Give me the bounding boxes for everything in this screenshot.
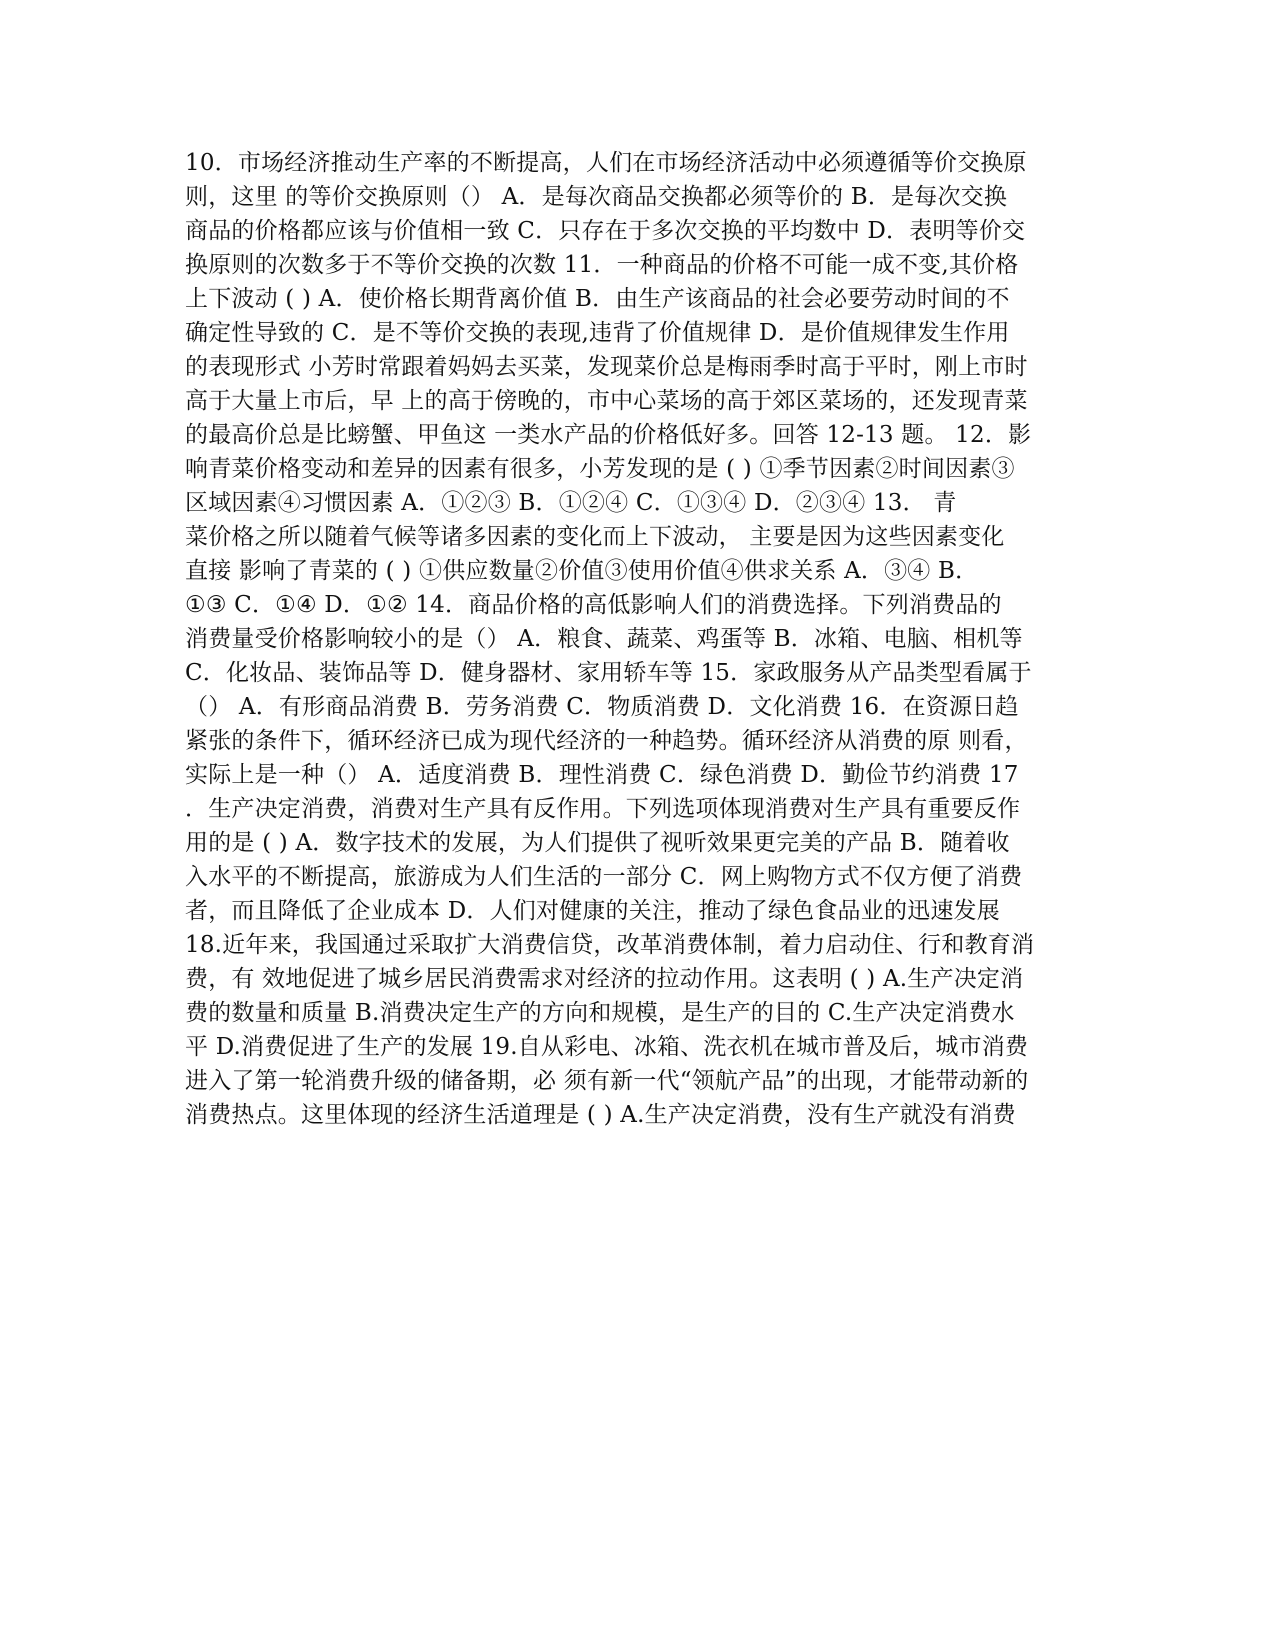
text-line: 者，而且降低了企业成本 D．人们对健康的关注，推动了绿色食品业的迅速发展 bbox=[185, 898, 1000, 924]
text-line: 进入了第一轮消费升级的储备期，必 须有新一代“领航产品”的出现，才能带动新的 bbox=[185, 1068, 1029, 1094]
text-line: 10．市场经济推动生产率的不断提高，人们在市场经济活动中必须遵循等价交换原 bbox=[185, 150, 1027, 176]
text-line: 18.近年来，我国通过采取扩大消费信贷，改革消费体制，着力启动住、行和教育消 bbox=[185, 932, 1035, 958]
text-line: 费的数量和质量 B.消费决定生产的方向和规模，是生产的目的 C.生产决定消费水 bbox=[185, 1000, 1015, 1026]
text-line: 的表现形式 小芳时常跟着妈妈去买菜，发现菜价总是梅雨季时高于平时，刚上市时 bbox=[185, 354, 1028, 380]
text-line: 高于大量上市后，早 上的高于傍晚的，市中心菜场的高于郊区菜场的，还发现青菜 bbox=[185, 388, 1028, 414]
text-line: 消费量受价格影响较小的是（） A．粮食、蔬菜、鸡蛋等 B．冰箱、电脑、相机等 bbox=[185, 626, 1023, 652]
text-line: 消费热点。这里体现的经济生活道理是 ( ) A.生产决定消费，没有生产就没有消费 bbox=[185, 1102, 1016, 1128]
text-line: 实际上是一种（） A．适度消费 B．理性消费 C．绿色消费 D．勤俭节约消费 17 bbox=[185, 762, 1019, 788]
text-line: 响青菜价格变动和差异的因素有很多，小芳发现的是 ( ) ①季节因素②时间因素③ bbox=[185, 456, 1015, 482]
text-line: 平 D.消费促进了生产的发展 19.自从彩电、冰箱、洗衣机在城市普及后，城市消费 bbox=[185, 1034, 1029, 1060]
text-line: 商品的价格都应该与价值相一致 C．只存在于多次交换的平均数中 D．表明等价交 bbox=[185, 218, 1026, 244]
text-line: C．化妆品、装饰品等 D．健身器材、家用轿车等 15．家政服务从产品类型看属于 bbox=[185, 660, 1032, 686]
text-line: 用的是 ( ) A．数字技术的发展，为人们提供了视听效果更完美的产品 B．随着收 bbox=[185, 830, 1010, 856]
question-text-block bbox=[185, 146, 1085, 1132]
text-line: 上下波动 ( ) A．使价格长期背离价值 B．由生产该商品的社会必要劳动时间的不 bbox=[185, 286, 1010, 312]
text-line: 换原则的次数多于不等价交换的次数 11．一种商品的价格不可能一成不变,其价格 bbox=[185, 252, 1019, 278]
text-line: （） A．有形商品消费 B．劳务消费 C．物质消费 D．文化消费 16．在资源日趋 bbox=[185, 694, 1019, 720]
text-line: 直接 影响了青菜的 ( ) ①供应数量②价值③使用价值④供求关系 A．③④ B． bbox=[185, 558, 979, 584]
text-line: 的最高价总是比螃蟹、甲鱼这 一类水产品的价格低好多。回答 12-13 题。 12．影 bbox=[185, 422, 1032, 448]
text-line: 确定性导致的 C．是不等价交换的表现,违背了价值规律 D．是价值规律发生作用 bbox=[185, 320, 1010, 346]
text-line: 区域因素④习惯因素 A．①②③ B．①②④ C．①③④ D．②③④ 13． 青 bbox=[185, 490, 957, 516]
text-line: 菜价格之所以随着气候等诸多因素的变化而上下波动， 主要是因为这些因素变化 bbox=[185, 524, 1005, 550]
text-line: 则，这里 的等价交换原则（） A．是每次商品交换都必须等价的 B．是每次交换 bbox=[185, 184, 1008, 210]
text-line: ①③ C．①④ D．①② 14．商品价格的高低影响人们的消费选择。下列消费品的 bbox=[185, 592, 1002, 618]
text-line: ．生产决定消费，消费对生产具有反作用。下列选项体现消费对生产具有重要反作 bbox=[185, 796, 1021, 822]
text-line: 费，有 效地促进了城乡居民消费需求对经济的拉动作用。这表明 ( ) A.生产决定消 bbox=[185, 966, 1024, 992]
text-line: 紧张的条件下，循环经济已成为现代经济的一种趋势。循环经济从消费的原 则看， bbox=[185, 728, 1028, 754]
text-line: 入水平的不断提高，旅游成为人们生活的一部分 C．网上购物方式不仅方便了消费 bbox=[185, 864, 1023, 890]
